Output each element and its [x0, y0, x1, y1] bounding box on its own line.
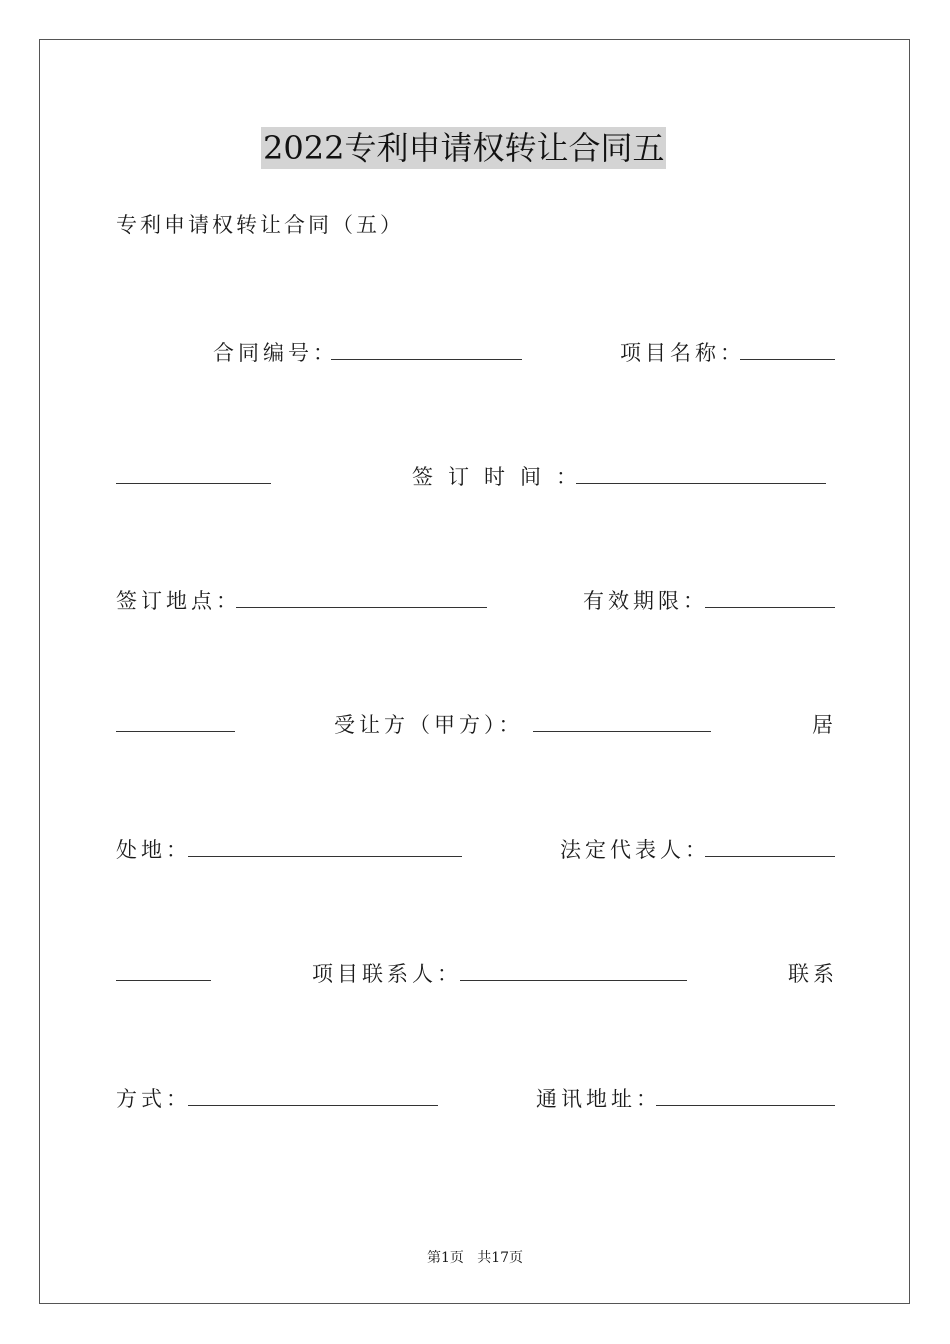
transferee-label: 受让方（甲方）：	[334, 713, 524, 737]
contact-method-label-part1: 联系	[788, 962, 838, 986]
project-contact-label: 项目联系人：	[312, 962, 462, 986]
sign-time-label: 签订时间：	[412, 465, 592, 489]
residence-label-part2: 处地：	[116, 838, 191, 862]
address-label: 通讯地址：	[536, 1087, 661, 1111]
contract-no-label: 合同编号：	[213, 341, 338, 365]
residence-blank[interactable]	[188, 856, 462, 857]
legal-rep-label: 法定代表人：	[560, 838, 710, 862]
legal-rep-blank-cont[interactable]	[116, 980, 211, 981]
project-contact-blank[interactable]	[460, 980, 687, 981]
sign-place-blank[interactable]	[236, 607, 487, 608]
legal-rep-blank[interactable]	[705, 856, 835, 857]
contact-method-blank[interactable]	[188, 1105, 438, 1106]
project-name-blank[interactable]	[740, 359, 835, 360]
address-blank[interactable]	[656, 1105, 835, 1106]
document-subtitle: 专利申请权转让合同（五）	[116, 213, 404, 237]
contact-method-label-part2: 方式：	[116, 1087, 191, 1111]
valid-period-blank-cont[interactable]	[116, 731, 235, 732]
sign-place-label: 签订地点：	[116, 589, 241, 613]
valid-period-blank[interactable]	[705, 607, 835, 608]
transferee-blank[interactable]	[533, 731, 711, 732]
page-footer: 第1页 共17页	[426, 1250, 524, 1266]
document-title: 2022专利申请权转让合同五	[263, 129, 665, 167]
residence-label-part1: 居	[812, 713, 837, 737]
project-name-label: 项目名称：	[620, 341, 745, 365]
project-name-blank-cont[interactable]	[116, 483, 271, 484]
valid-period-label: 有效期限：	[583, 589, 708, 613]
contract-no-blank[interactable]	[331, 359, 522, 360]
sign-time-blank[interactable]	[576, 483, 826, 484]
